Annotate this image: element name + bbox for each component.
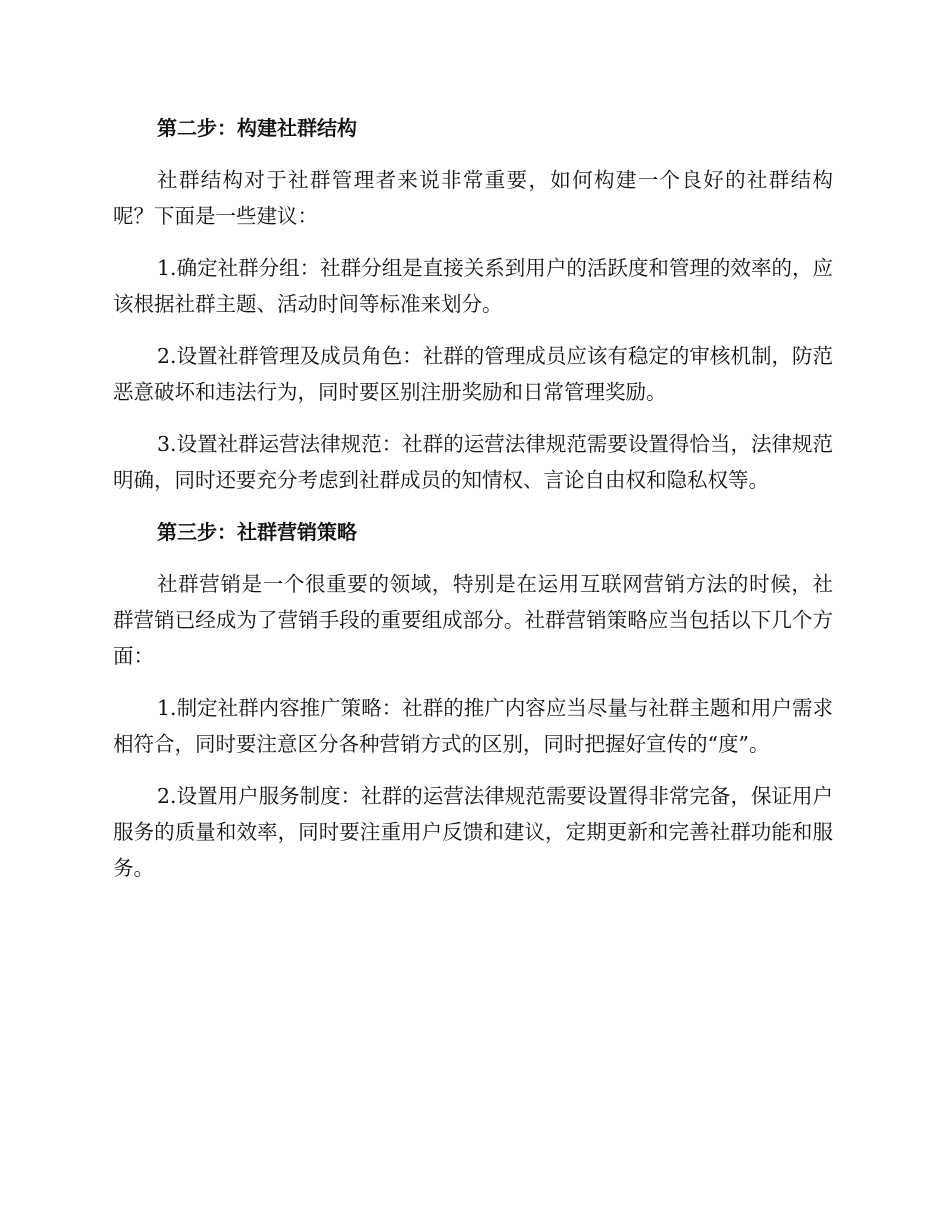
section-3-heading: 第三步：社群营销策略	[157, 520, 357, 544]
document-body	[113, 110, 833, 902]
section-3-item-1-paragraph: 1.制定社群内容推广策略：社群的推广内容应当尽量与社群主题和用户需求相符合，同时要注意区分各种营销方式的区别，同时把握好宣传的“度”。	[113, 696, 833, 756]
section-3-intro-paragraph: 社群营销是一个很重要的领域，特别是在运用互联网营销方法的时候，社群营销已经成为了营销手段的重要组成部分。社群营销策略应当包括以下几个方面：	[113, 572, 833, 668]
section-2-item-1-paragraph: 1.确定社群分组：社群分组是直接关系到用户的活跃度和管理的效率的，应该根据社群主题、活动时间等标准来划分。	[113, 256, 833, 316]
section-2-item-2-paragraph: 2.设置社群管理及成员角色：社群的管理成员应该有稳定的审核机制，防范恶意破坏和违法行为，同时要区别注册奖励和日常管理奖励。	[113, 344, 833, 404]
section-3-item-2-paragraph: 2.设置用户服务制度：社群的运营法律规范需要设置得非常完备，保证用户服务的质量和效率，同时要注重用户反馈和建议，定期更新和完善社群功能和服务。	[113, 784, 833, 880]
section-2-item-3-paragraph: 3.设置社群运营法律规范：社群的运营法律规范需要设置得恰当，法律规范明确，同时还要充分考虑到社群成员的知情权、言论自由权和隐私权等。	[113, 432, 833, 492]
section-2-heading: 第二步：构建社群结构	[157, 116, 357, 140]
section-2-intro-paragraph: 社群结构对于社群管理者来说非常重要，如何构建一个良好的社群结构呢？下面是一些建议：	[113, 168, 833, 228]
